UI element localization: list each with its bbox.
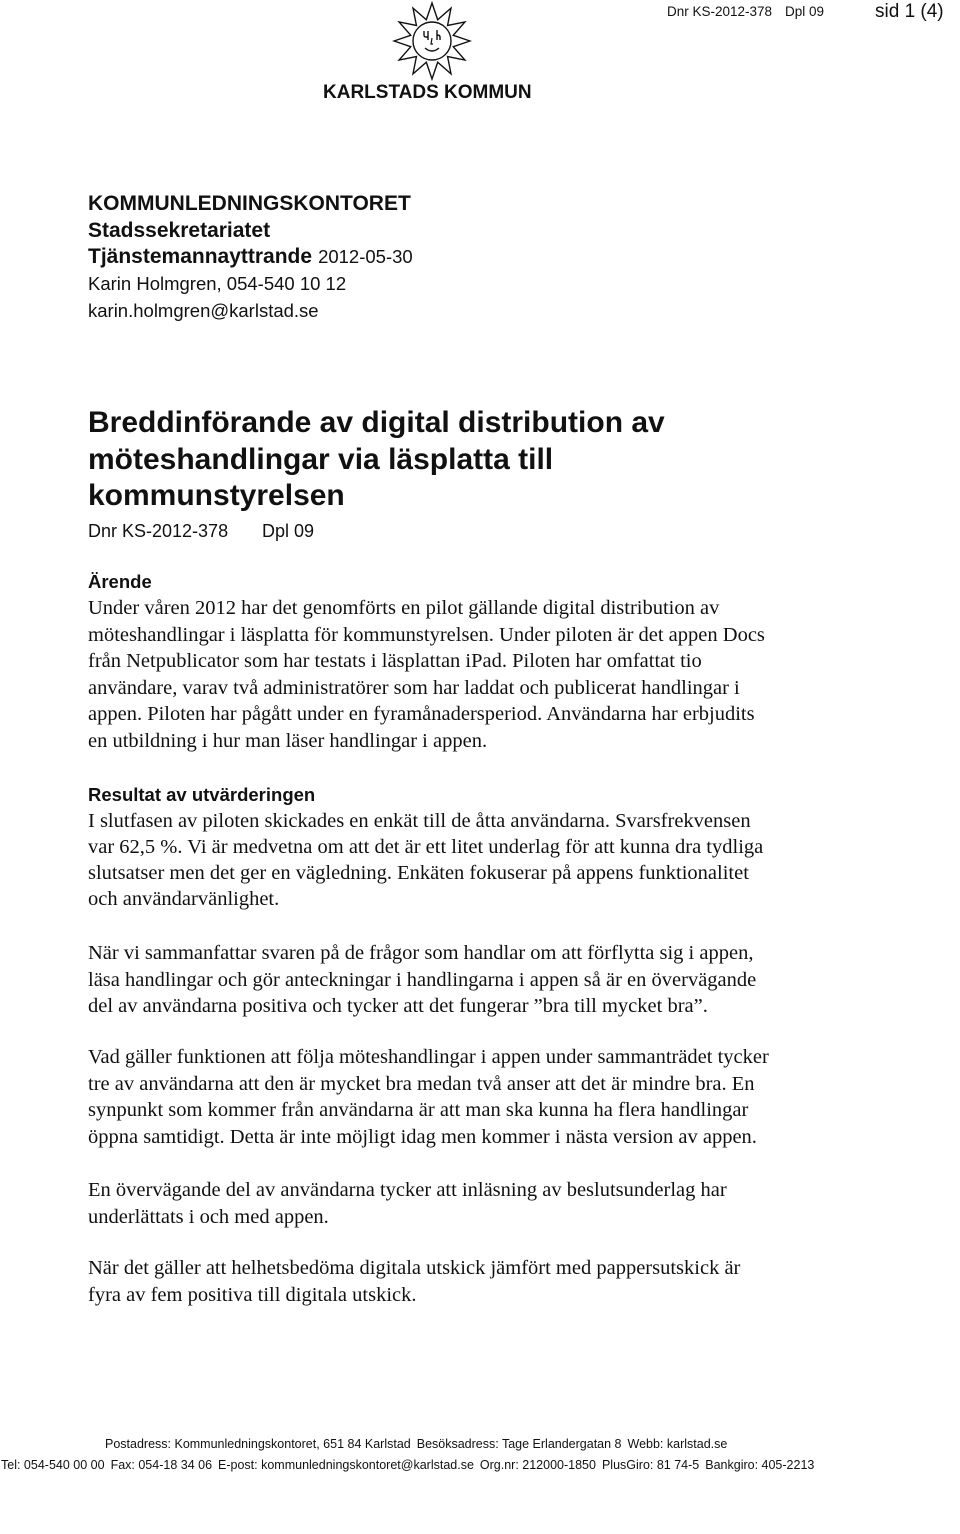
footer-contact-line bbox=[1, 1457, 814, 1473]
body-line: och användarvänlighet. bbox=[88, 888, 280, 910]
body-line: öppna samtidigt. Detta är inte möjligt idag men kommer i nästa version av appen. bbox=[88, 1125, 757, 1148]
header-dpl: Dpl 09 bbox=[785, 4, 825, 19]
organization-name: KARLSTADS KOMMUN bbox=[323, 82, 532, 103]
body-line: en utbildning i hur man läser handlingar i appen. bbox=[88, 729, 488, 752]
reference-dnr: Dnr KS-2012-378 bbox=[88, 521, 229, 541]
footer-fax: Fax: 054-18 34 06 bbox=[110, 1458, 213, 1472]
contact-email: karin.holmgren@karlstad.se bbox=[88, 299, 319, 321]
body-line: från Netpublicator som har testats i läsplattan iPad. Piloten har omfattat tio bbox=[88, 650, 702, 673]
body-line: En övervägande del av användarna tycker att inläsning av beslutsunderlag har bbox=[88, 1179, 727, 1201]
body-line: användare, varav två administratörer som har laddat och publicerat handlingar i bbox=[88, 676, 740, 699]
body-line: synpunkt som kommer från användarna är att man ska kunna ha flera handlingar bbox=[88, 1099, 749, 1122]
doc-type-row bbox=[88, 244, 413, 271]
body-line: fyra av fem positiva till digitala utskick. bbox=[88, 1283, 417, 1306]
paragraph bbox=[88, 595, 765, 755]
doc-type: Tjänstemannayttrande bbox=[88, 245, 313, 269]
body-line: del av användarna positiva och tycker att det fungerar ”bra till mycket bra”. bbox=[88, 995, 708, 1018]
body-line: tre av användarna att den är mycket bra medan två anser att det är mindre bra. En bbox=[88, 1072, 755, 1095]
paragraph bbox=[88, 1177, 727, 1230]
section-heading-resultat: Resultat av utvärderingen bbox=[88, 784, 316, 805]
paragraph bbox=[88, 1255, 740, 1308]
footer-postal-address: Postadress: Kommunledningskontoret, 651 84 Karlstad bbox=[105, 1437, 411, 1451]
footer-phone: Tel: 054-540 00 00 bbox=[1, 1458, 105, 1472]
paragraph bbox=[88, 808, 763, 912]
title-line: möteshandlingar via läsplatta till bbox=[88, 442, 554, 476]
body-line: Vad gäller funktionen att följa möteshandlingar i appen under sammanträdet tycker bbox=[88, 1046, 769, 1068]
paragraph bbox=[88, 1044, 769, 1150]
contact-person: Karin Holmgren, 054-540 10 12 bbox=[88, 273, 347, 295]
body-line: appen. Piloten har pågått under en fyramånadersperiod. Användarna har erbjudits bbox=[88, 703, 755, 726]
header-page-number: sid 1 (4) bbox=[875, 1, 944, 22]
body-line: När vi sammanfattar svaren på de frågor som handlar om att förflytta sig i appen, bbox=[88, 942, 754, 964]
footer-org-number: Org.nr: 212000-1850 bbox=[479, 1458, 596, 1472]
footer-web: Webb: karlstad.se bbox=[627, 1437, 728, 1451]
document-title bbox=[88, 405, 665, 515]
section-heading-arende: Ärende bbox=[88, 571, 152, 592]
paragraph bbox=[88, 940, 756, 1020]
body-line: underlättats i och med appen. bbox=[88, 1205, 329, 1228]
body-line: möteshandlingar i läsplatta för kommunstyrelsen. Under piloten är det appen Docs bbox=[88, 623, 765, 646]
footer-address-line bbox=[105, 1436, 727, 1452]
body-line: I slutfasen av piloten skickades en enkät till de åtta användarna. Svarsfrekvensen bbox=[88, 810, 751, 832]
doc-date: 2012-05-30 bbox=[318, 246, 413, 268]
footer-bankgiro: Bankgiro: 405-2213 bbox=[705, 1458, 815, 1472]
body-line: var 62,5 %. Vi är medvetna om att det är ett litet underlag för att kunna dra tydliga bbox=[88, 836, 764, 858]
sun-face-icon bbox=[392, 1, 472, 81]
unit-name: Stadssekretariatet bbox=[88, 218, 271, 242]
reference-dpl: Dpl 09 bbox=[262, 521, 315, 541]
footer-plusgiro: PlusGiro: 81 74-5 bbox=[601, 1458, 700, 1472]
title-line: kommunstyrelsen bbox=[88, 479, 345, 512]
body-line: Under våren 2012 har det genomförts en pilot gällande digital distribution av bbox=[88, 597, 720, 619]
body-line: slutsatser men det ger en vägledning. Enkäten fokuserar på appens funktionalitet bbox=[88, 862, 749, 884]
footer-email: E-post: kommunledningskontoret@karlstad.se bbox=[218, 1458, 474, 1472]
office-name: KOMMUNLEDNINGSKONTORET bbox=[88, 192, 411, 215]
body-line: läsa handlingar och gör anteckningar i handlingarna i appen så är en övervägande bbox=[88, 968, 757, 991]
body-line: När det gäller att helhetsbedöma digitala utskick jämfört med pappersutskick är bbox=[88, 1257, 741, 1279]
sender-block bbox=[88, 191, 413, 324]
header-dnr: Dnr KS-2012-378 bbox=[667, 4, 773, 19]
footer-visit-address: Besöksadress: Tage Erlandergatan 8 bbox=[416, 1437, 622, 1451]
title-line: Breddinförande av digital distribution av bbox=[88, 406, 665, 439]
